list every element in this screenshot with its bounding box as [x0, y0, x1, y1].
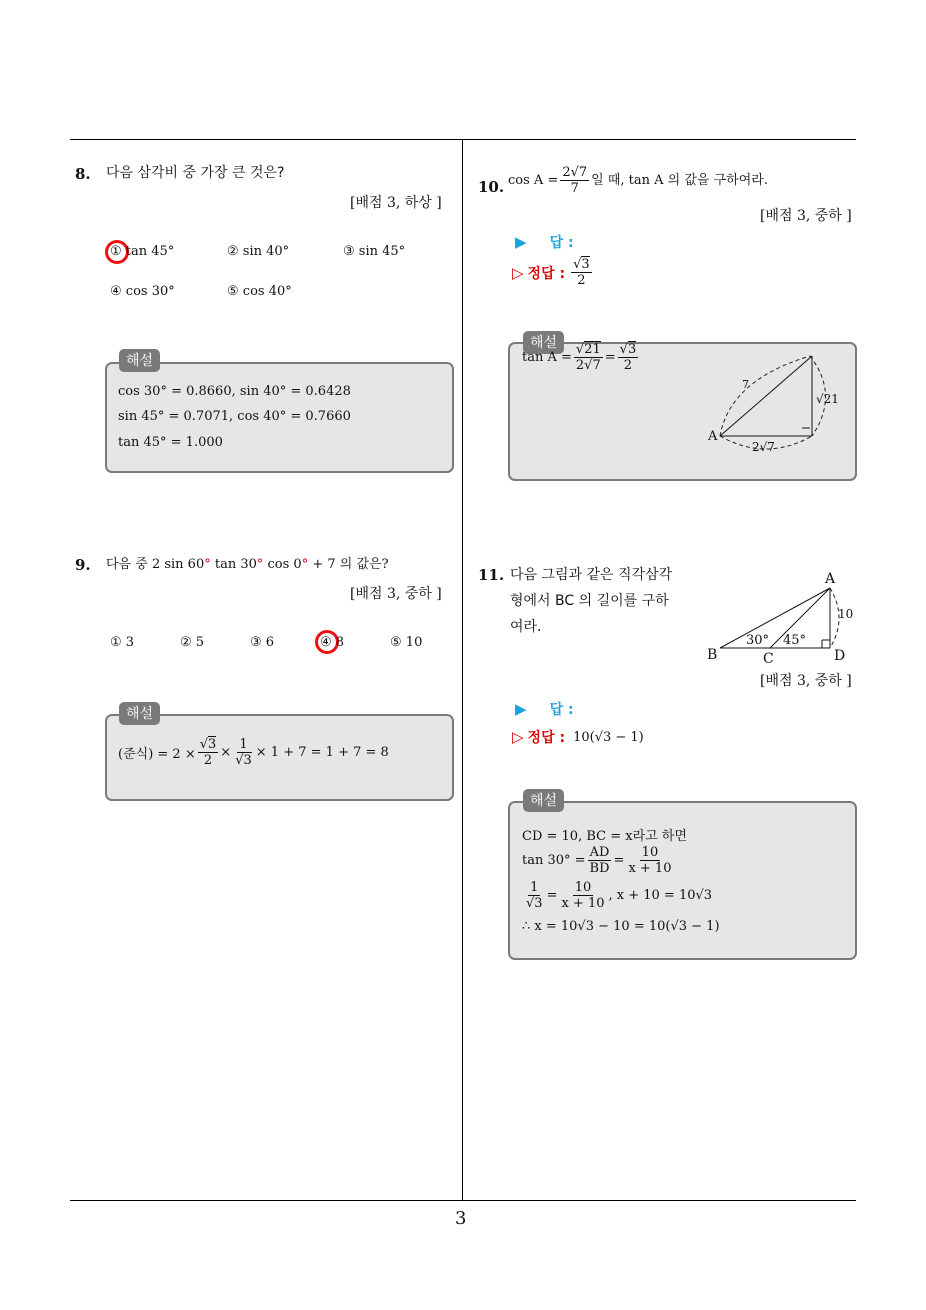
q11-expl-line-2: tan 30° = $\frac{AD}{BD}$ = $\frac{10}{x + 10}$: [522, 845, 672, 876]
q11-expl-line-1: CD = 10, BC = x라고 하면: [522, 829, 687, 844]
q11-diagram-angle-30: 30°: [746, 633, 770, 648]
q11-hint-row: ▶ 답 :: [515, 700, 574, 718]
q11-answer-row: ▷ 정답 : 10(√3 − 1): [512, 728, 644, 746]
q11-diagram-label-a: A: [825, 571, 836, 587]
q9-score: [배점 3, 중하 ]: [350, 586, 442, 602]
q10-diagram-label-base: 2√7: [752, 440, 775, 454]
q8-text: 다음 삼각비 중 가장 큰 것은?: [106, 165, 285, 181]
q8-expl-line-3: tan 45° = 1.000: [118, 435, 223, 450]
q9-option-4[interactable]: ④ 8: [320, 635, 345, 650]
q10-answer-row: ▷ 정답 : $\frac{√3}{2}$: [512, 257, 590, 288]
q11-diagram-label-d: D: [834, 648, 846, 664]
q10-diagram-label-a: A: [708, 429, 718, 444]
q8-option-1[interactable]: ① tan 45°: [110, 244, 175, 259]
q11-text-line-2: 형에서 BC 의 길이를 구하: [510, 593, 669, 609]
q8-score: [배점 3, 하상 ]: [350, 195, 442, 211]
q11-diagram-label-b: B: [707, 647, 718, 663]
q8-option-2[interactable]: ② sin 40°: [227, 244, 290, 259]
play-icon: ▶: [515, 700, 527, 718]
q8-expl-line-2: sin 45° = 0.7071, cos 40° = 0.7660: [118, 409, 351, 424]
q10-explanation-tag: 해설: [523, 331, 564, 354]
q11-diagram-side: 10: [838, 607, 854, 621]
q11-number: 11.: [478, 566, 505, 584]
top-rule: [70, 139, 856, 140]
q9-option-5[interactable]: ⑤ 10: [390, 635, 423, 650]
q11-expl-line-3: $\frac{1}{√3}$ = $\frac{10}{x + 10}$ , x + 10 = 10√3: [526, 880, 713, 911]
q10-diagram-label-hyp: 7: [742, 378, 749, 391]
q9-option-2[interactable]: ② 5: [180, 635, 205, 650]
page-number: 3: [455, 1208, 467, 1229]
q11-score: [배점 3, 중하 ]: [760, 673, 852, 689]
q10-text: cos A = $\frac{2√7}{7}$ 일 때, tan A 의 값을 구하여라.: [508, 165, 768, 196]
q8-option-5[interactable]: ⑤ cos 40°: [227, 284, 292, 299]
q10-hint-row: ▶ 답 :: [515, 233, 574, 251]
column-divider: [462, 139, 463, 1200]
q8-option-4[interactable]: ④ cos 30°: [110, 284, 175, 299]
q9-expl-line: (준식) = 2 × $\frac{√3}{2}$ × $\frac{1}{√3}$ × 1 + 7 = 1 + 7 = 8: [118, 737, 389, 768]
q9-option-3[interactable]: ③ 6: [250, 635, 275, 650]
q10-diagram-label-side: √21: [816, 392, 839, 406]
q8-option-3[interactable]: ③ sin 45°: [343, 244, 406, 259]
q10-number: 10.: [478, 178, 505, 196]
triangle-outline-icon: ▷: [512, 728, 524, 746]
q11-diagram-angle-45: 45°: [783, 633, 807, 648]
play-icon: ▶: [515, 233, 527, 251]
q11-expl-line-4: ∴ x = 10√3 − 10 = 10(√3 − 1): [522, 919, 720, 934]
q11-diagram-label-c: C: [763, 651, 774, 667]
q8-explanation-tag: 해설: [119, 349, 160, 372]
q9-text: 다음 중 2 sin 60° tan 30° cos 0° + 7 의 값은?: [106, 557, 389, 572]
q8-number: 8.: [75, 165, 91, 183]
q9-number: 9.: [75, 556, 91, 574]
triangle-outline-icon: ▷: [512, 263, 524, 282]
q11-explanation-tag: 해설: [523, 789, 564, 812]
q9-option-1[interactable]: ① 3: [110, 635, 135, 650]
q9-explanation-tag: 해설: [119, 702, 160, 725]
bottom-rule: [70, 1200, 856, 1201]
q11-text-line-1: 다음 그림과 같은 직각삼각: [510, 567, 673, 583]
q10-score: [배점 3, 중하 ]: [760, 208, 852, 224]
q8-expl-line-1: cos 30° = 0.8660, sin 40° = 0.6428: [118, 384, 351, 399]
q11-text-line-3: 여라.: [510, 619, 542, 635]
q10-expl-line: tan A = $\frac{√21}{2√7}$ = $\frac{√3}{2}$: [522, 342, 637, 373]
